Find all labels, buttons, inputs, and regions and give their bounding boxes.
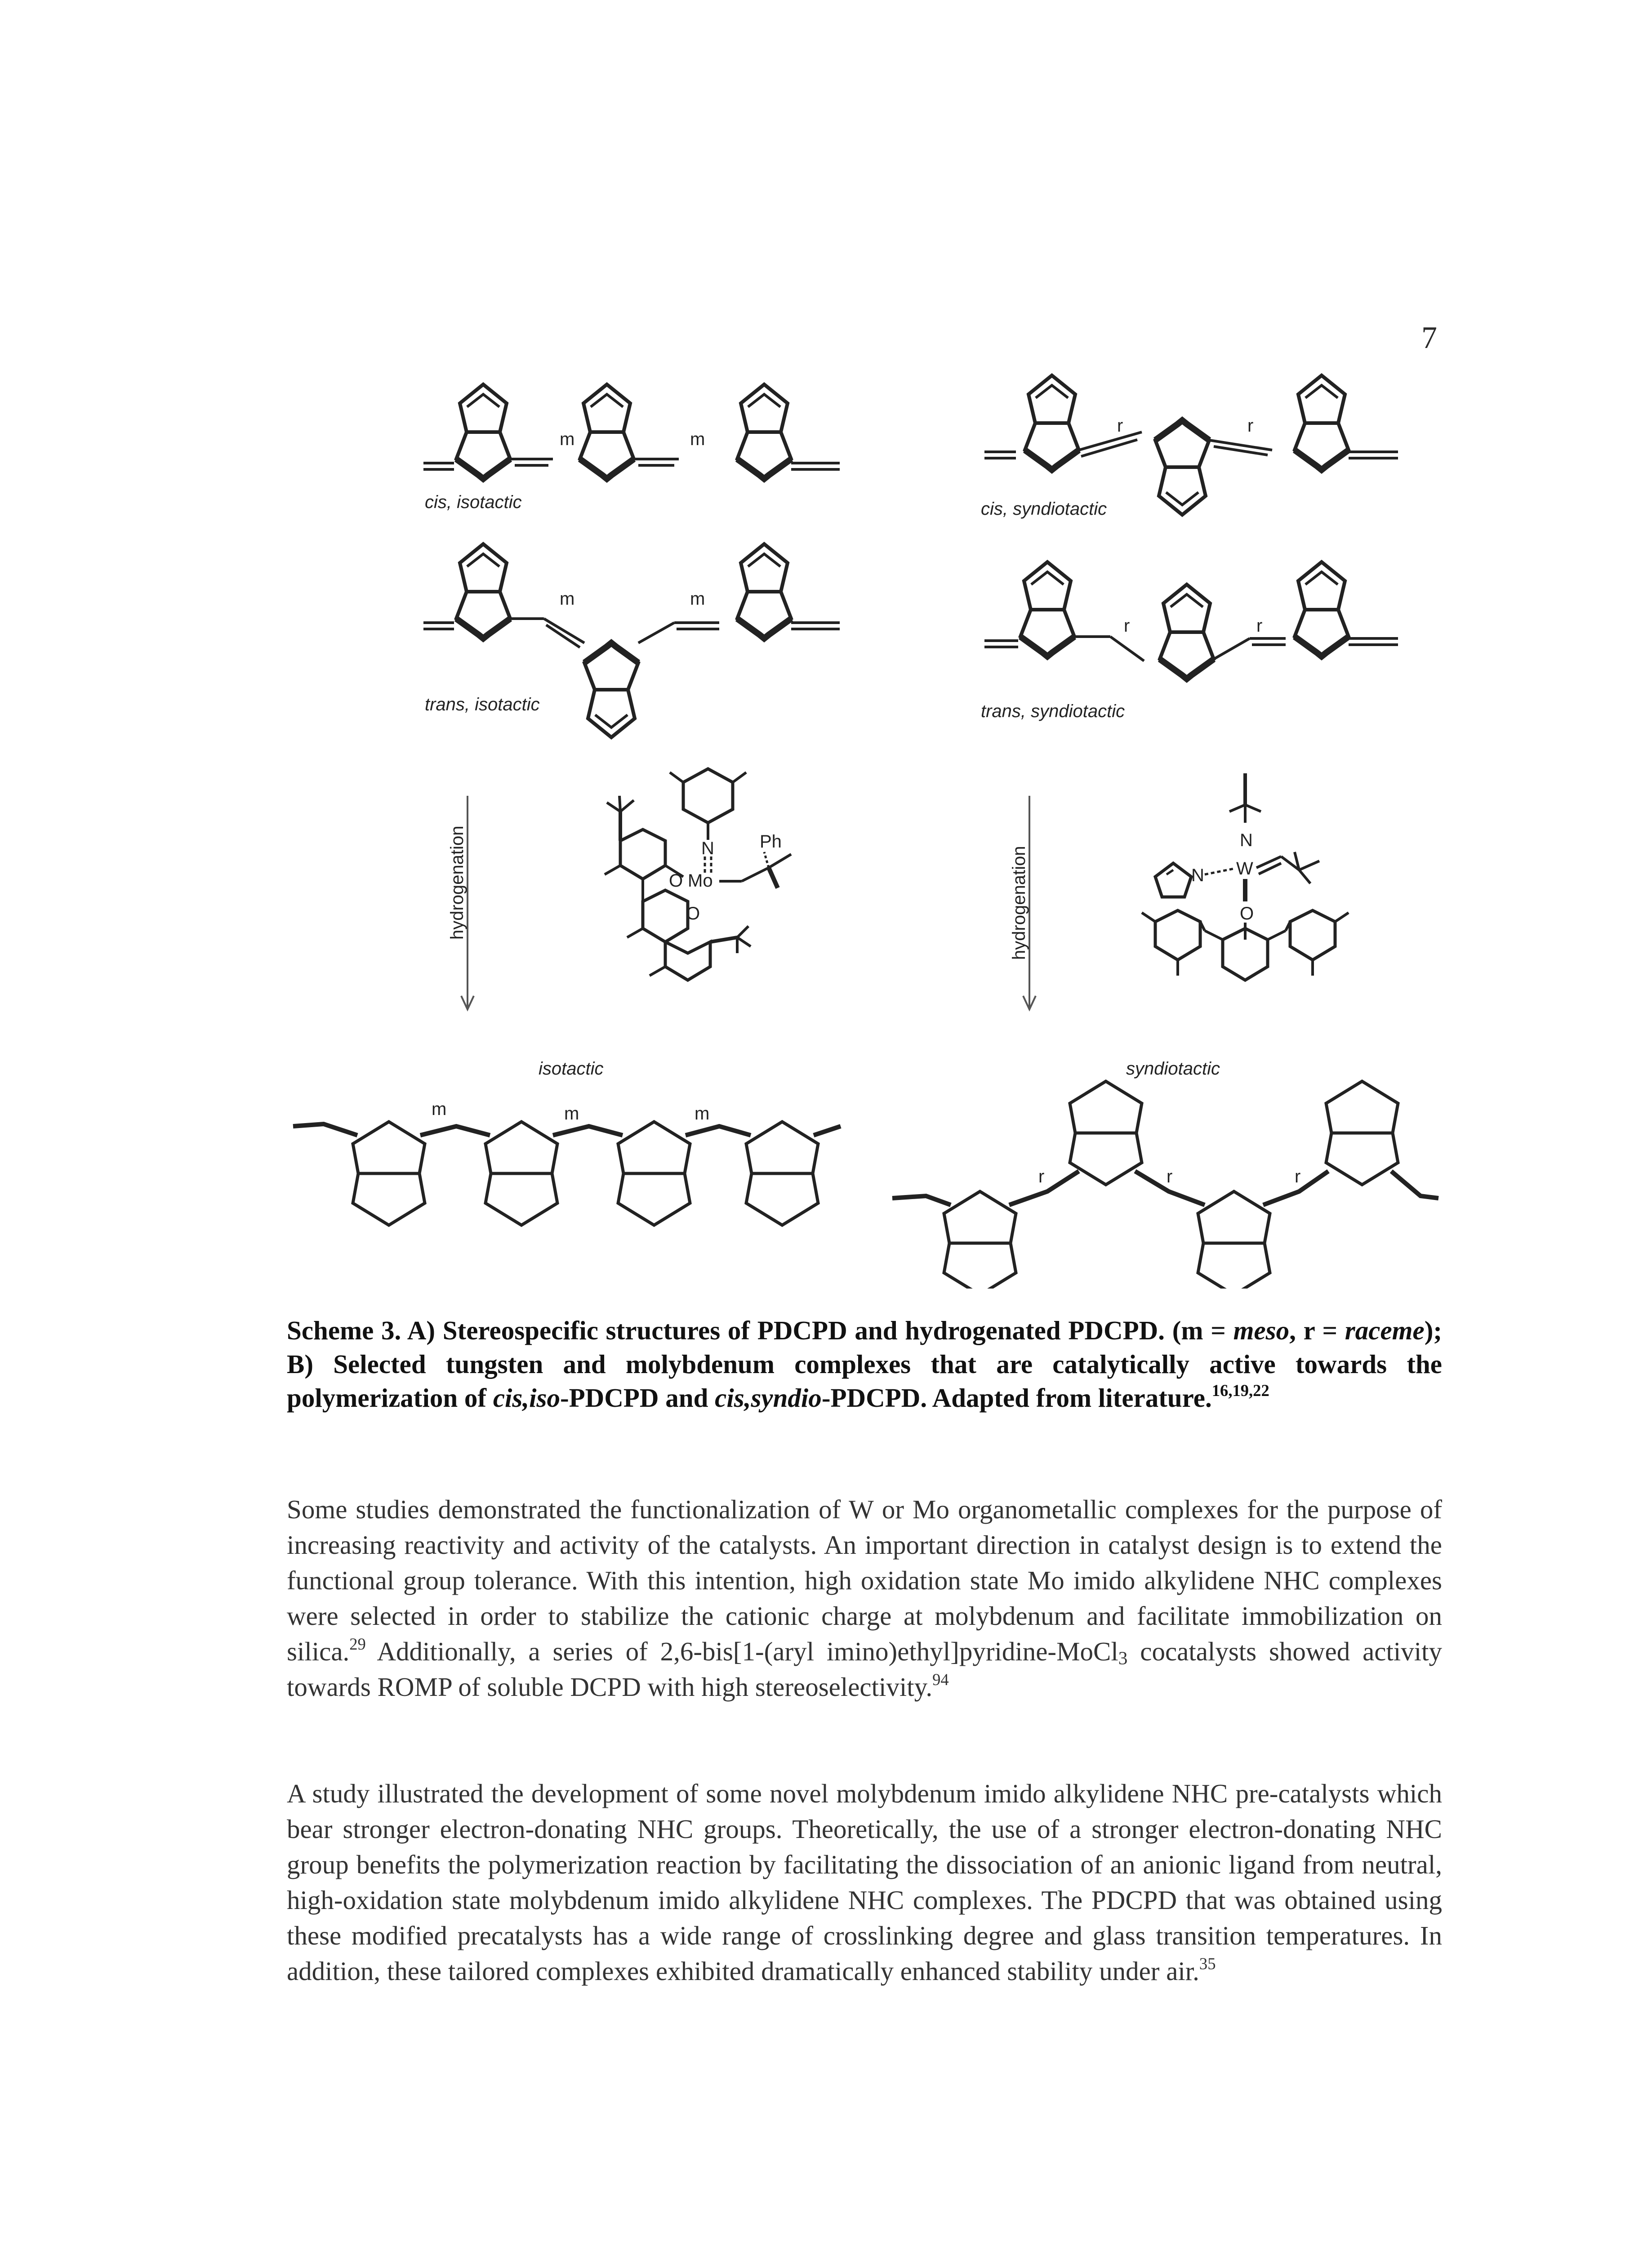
citation: 16,19,22: [1211, 1381, 1269, 1400]
caption-italic: raceme: [1345, 1316, 1425, 1345]
meso-label: m: [695, 1104, 710, 1124]
label-cis-syndiotactic: cis, syndiotactic: [981, 499, 1107, 519]
label-cis-isotactic: cis, isotactic: [425, 492, 522, 512]
racemo-label: r: [1295, 1167, 1301, 1186]
label-isotactic: isotactic: [539, 1059, 604, 1079]
o-atom: O: [1240, 904, 1254, 923]
racemo-label: r: [1247, 416, 1254, 436]
meso-label: m: [564, 1104, 579, 1124]
paragraph-text: Additionally, a series of 2,6-bis[1-(aryl imino)ethyl]pyridine-MoCl: [365, 1637, 1118, 1666]
racemo-label: r: [1117, 416, 1123, 436]
scheme-drawing: [284, 353, 1444, 1289]
racemo-label: r: [1256, 616, 1263, 636]
scheme-caption: [287, 1314, 1442, 1415]
caption-italic: meso: [1233, 1316, 1290, 1345]
hydrogenation-arrow-left: [447, 796, 474, 1009]
racemo-label: r: [1124, 616, 1130, 636]
caption-text: Scheme 3. A) Stereospecific structures of PDCPD and hydrogenated PDCPD. (m =: [287, 1316, 1233, 1345]
hydrogenated-isotactic-structure: [293, 1099, 841, 1225]
n-atom: N: [1240, 830, 1253, 850]
trans-syndiotactic-structure: [981, 562, 1398, 721]
caption-italic: cis,syndio: [715, 1383, 822, 1413]
o-atom: O: [686, 904, 700, 923]
meso-label: m: [690, 429, 705, 449]
citation: 35: [1199, 1954, 1216, 1973]
meso-label: m: [560, 429, 575, 449]
body-paragraph-2: [287, 1776, 1442, 1989]
paragraph-text: A study illustrated the development of some novel molybdenum imido alkylidene NHC pre-catalysts which bear stronger electron-donating NHC groups. Theoretically, the use of a stronger electron-donating NHC group benefits the polymerization reaction by facilitating the dissociation of an anionic ligand from neutral, high-oxidation state molybdenum imido alkylidene NHC complexes. The PDCPD that was obtained using these modified precatalysts has a wide range of crosslinking degree and glass transition temperatures. In addition, these tailored complexes exhibited dramatically enhanced stability under air.: [287, 1779, 1442, 1986]
caption-text: -PDCPD and: [560, 1383, 715, 1413]
hydrogenation-arrow-right: [1009, 796, 1036, 1009]
ph-group: Ph: [760, 832, 782, 852]
cis-syndiotactic-structure: [981, 375, 1398, 519]
n-atom: N: [1191, 865, 1204, 885]
page-number: 7: [1421, 321, 1437, 355]
subscript: 3: [1118, 1647, 1128, 1668]
trans-isotactic-structure: [423, 544, 840, 737]
label-syndiotactic: syndiotactic: [1126, 1059, 1220, 1079]
caption-italic: cis,iso: [493, 1383, 560, 1413]
o-atom: O: [669, 871, 683, 891]
hydrogenated-syndiotactic-structure: [892, 1081, 1438, 1289]
body-paragraph-1: [287, 1492, 1442, 1705]
citation: 29: [349, 1635, 366, 1654]
scheme-figure: [284, 353, 1444, 1289]
paragraph-text: Some studies demonstrated the functionalization of W or Mo organometallic complexes for the purpose of increasing reactivity and activity of the catalysts. An important direction in catalyst design is to extend the functional group tolerance. With this intention, high oxidation state Mo imido alkylidene NHC complexes were selected in order to stabilize the cationic charge at molybdenum and facilitate immobilization on silica.: [287, 1494, 1442, 1666]
w-catalyst-structure: [1142, 773, 1349, 980]
caption-text: ); B) Selected tungsten and molybdenum complexes that are catalytically active towards the polymerization of: [287, 1316, 1443, 1413]
mo-atom: Mo: [688, 871, 713, 891]
caption-text: , r =: [1289, 1316, 1345, 1345]
racemo-label: r: [1038, 1167, 1045, 1186]
meso-label: m: [690, 589, 705, 609]
citation: 94: [932, 1670, 949, 1689]
paragraph-text: cocatalysts showed activity towards ROMP of soluble DCPD with high stereoselectivity.: [287, 1637, 1443, 1702]
label-trans-syndiotactic: trans, syndiotactic: [981, 701, 1125, 721]
racemo-label: r: [1167, 1167, 1173, 1186]
hydrogenation-label: hydrogenation: [1009, 846, 1029, 960]
n-atom: N: [701, 839, 714, 858]
caption-text: -PDCPD. Adapted from literature.: [821, 1383, 1212, 1413]
hydrogenation-label: hydrogenation: [447, 825, 467, 940]
meso-label: m: [560, 589, 575, 609]
cis-isotactic-structure: [423, 384, 840, 512]
label-trans-isotactic: trans, isotactic: [425, 695, 540, 714]
mo-catalyst-structure: [605, 769, 791, 980]
meso-label: m: [432, 1099, 447, 1119]
w-atom: W: [1236, 859, 1253, 879]
